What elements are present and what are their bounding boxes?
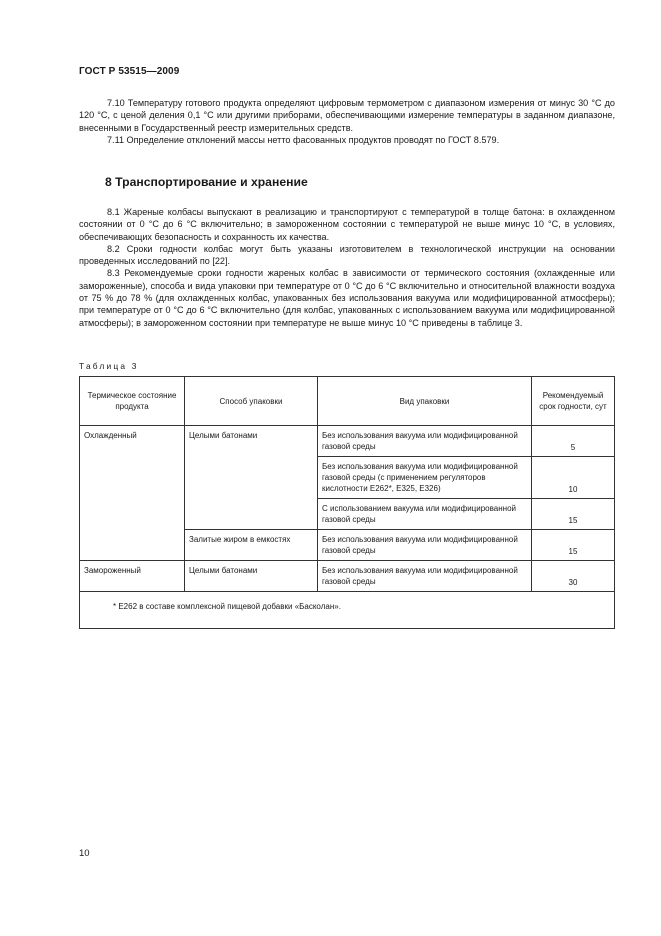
- cell-method: Целыми батонами: [185, 561, 318, 592]
- table-row: [80, 530, 615, 561]
- cell-method: Залитые жиром в емкостях: [185, 530, 318, 561]
- page-number: 10: [79, 848, 90, 859]
- header-packing-method: Способ упаковки: [185, 377, 318, 426]
- cell-type: Без использования вакуума или модифицированной газовой среды: [318, 561, 532, 592]
- cell-state: [80, 499, 185, 530]
- cell-state: [80, 530, 185, 561]
- table-caption: Таблица 3: [79, 361, 139, 371]
- cell-state: Охлажденный: [80, 426, 185, 457]
- cell-days: 5: [532, 426, 615, 457]
- table-row: [80, 426, 615, 457]
- table-footnote: * Е262 в составе комплексной пищевой добавки «Басколан».: [80, 592, 615, 629]
- cell-type: С использованием вакуума или модифицированной газовой среды: [318, 499, 532, 530]
- cell-days: 30: [532, 561, 615, 592]
- cell-days: 15: [532, 530, 615, 561]
- cell-state: [80, 457, 185, 499]
- document-header: ГОСТ Р 53515—2009: [79, 66, 180, 77]
- table-header-row: [80, 377, 615, 426]
- header-shelf-life: Рекомендуемый срок годности, сут: [532, 377, 615, 426]
- paragraphs-section-8: [79, 206, 615, 329]
- cell-method: [185, 499, 318, 530]
- table-footnote-row: [80, 592, 615, 629]
- paragraph-7-11: 7.11 Определение отклонений массы нетто фасованных продуктов проводят по ГОСТ 8.579.: [107, 134, 500, 145]
- cell-days: 10: [532, 457, 615, 499]
- header-thermal-state: Термическое состояние продукта: [80, 377, 185, 426]
- paragraph-7-10: 7.10 Температуру готового продукта определяют цифровым термометром с диапазоном измерения от минус 30 °С до 120 °С, с ценой деления 0,1 °С или другими приборами, обеспечивающими измерение температуры в заданном диапазоне, внесенными в Государственный реестр измерительных средств.: [79, 98, 615, 133]
- section-title: 8 Транспортирование и хранение: [105, 175, 308, 189]
- table-row: [80, 499, 615, 530]
- paragraph-8-1: 8.1 Жареные колбасы выпускают в реализацию и транспортируют с температурой в толще батона: в охлажденном состоянии от 0 °С до 6 °С включительно; в замороженном состоянии с температурой не выше минус 10 °С, в условиях, обеспечивающих безопасность и сохранность их качества.: [79, 207, 615, 242]
- paragraph-8-2: 8.2 Сроки годности колбас могут быть указаны изготовителем в технологической инструкции на основании проведенных исследований по [22].: [79, 243, 615, 267]
- cell-type: Без использования вакуума или модифицированной газовой среды: [318, 426, 532, 457]
- cell-method: Целыми батонами: [185, 426, 318, 457]
- cell-type: Без использования вакуума или модифицированной газовой среды (с применением регуляторов кислотности Е262*, Е325, Е326): [318, 457, 532, 499]
- cell-method: [185, 457, 318, 499]
- header-packing-type: Вид упаковки: [318, 377, 532, 426]
- paragraph-8-3: 8.3 Рекомендуемые сроки годности жареных колбас в зависимости от термического состояния (охлажденные или замороженные), способа и вида упаковки при температуре от 0 °С до 6 °С включительно и относительной влажности воздуха от 75 % до 78 % (для охлажденных колбас, упакованных без использования вакуума или модифицированной атмосферы); при температуре от 0 °С до 6 °С включительно (для колбас, упакованных с использованием вакуума или модифицированной атмосферы); в замороженном состоянии при температуре не выше минус 10 °С приведены в таблице 3.: [79, 268, 615, 328]
- cell-type: Без использования вакуума или модифицированной газовой среды: [318, 530, 532, 561]
- table-row: [80, 457, 615, 499]
- cell-days: 15: [532, 499, 615, 530]
- table-row: [80, 561, 615, 592]
- paragraphs-top: [79, 97, 615, 146]
- shelf-life-table: [79, 376, 615, 629]
- cell-state: Замороженный: [80, 561, 185, 592]
